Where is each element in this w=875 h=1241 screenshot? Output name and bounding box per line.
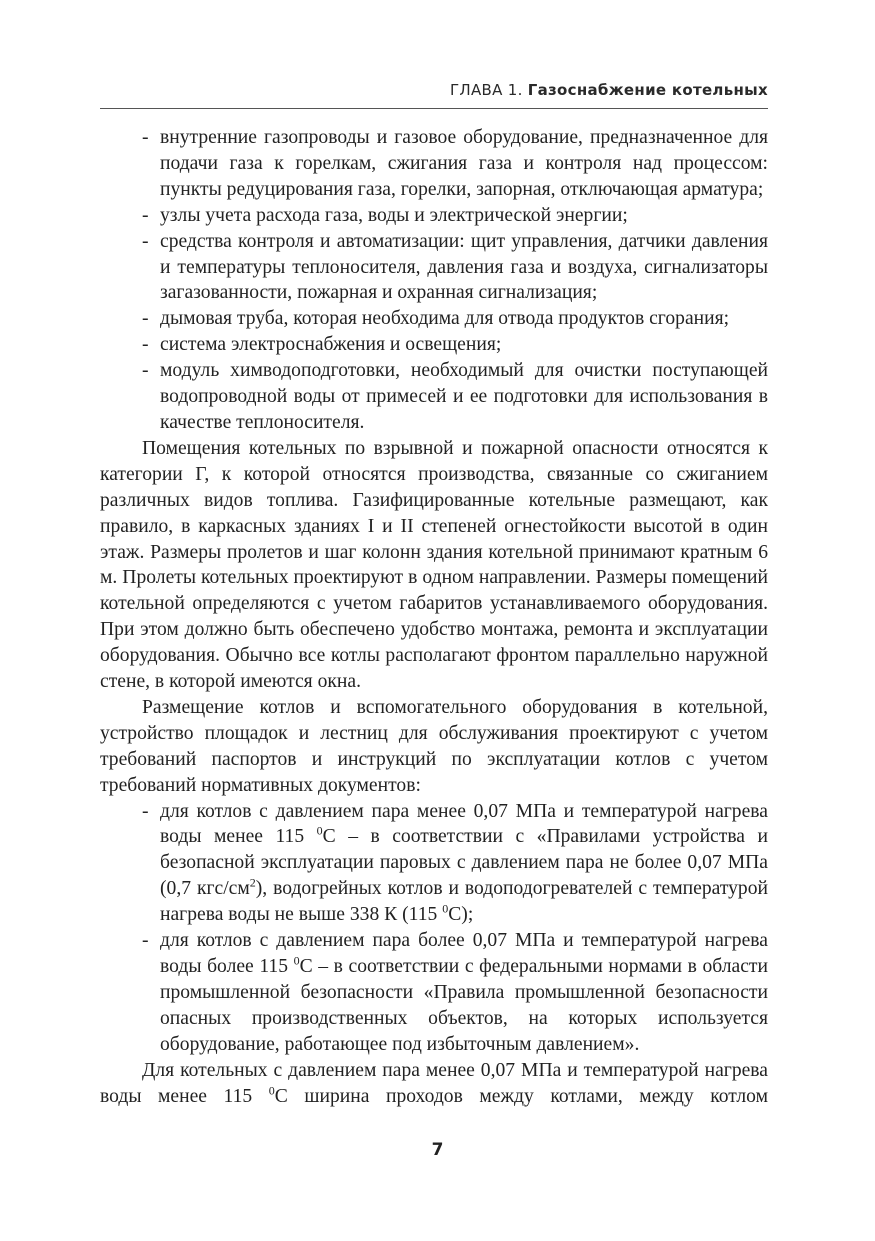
list-item: - для котлов с давлением пара менее 0,07 МПа и температурой нагрева воды менее 115 $^0$С – в соответствии с «Правилами устройства и безопасной эксплуатации паровых с давлением пара не более 0,07 МПа (0,7 кгс/$см^2$), водогрейных котлов и водоподогревателей с температурой нагрева воды не выше 338 К (115 $^0$С); [142,800,769,926]
chapter-title: Газоснабжение котельных [527,81,768,99]
list-dash: - [142,308,149,330]
list-item: - средства контроля и автоматизации: щит управления, датчики давления и температуры теплоносителя, давления газа и воздуха, сигнализаторы загазованности, пожарная и охранная сигнализация; [142,230,768,304]
list-dash: - [142,800,149,822]
list-dash: - [142,204,149,226]
chapter-label: ГЛАВА 1. [449,81,523,99]
running-header [100,81,768,99]
paragraph-premises: Помещения котельных по взрывной и пожарной опасности относятся к категории Г, к которой относятся производства, связанные со сжиганием различных видов топлива. Газифицированные котельные размещают, как правило, в каркасных зданиях I и II степеней огнестойкости высотой в один этаж. Размеры пролетов и шаг колонн здания котельной принимают кратным 6 м. Пролеты котельных проектируют в одном направлении. Размеры помещений котельной определяются с учетом габаритов устанавливаемого оборудования. При этом должно быть обеспечено удобство монтажа, ремонта и эксплуатации оборудования. Обычно все котлы располагают фронтом параллельно наружной стене, в которой имеются окна. [100,437,768,693]
equipment-list [100,125,768,436]
list-item: - внутренние газопроводы и газовое оборудование, предназначенное для подачи газа к горелкам, сжигания газа и контроля над процессом: пункты редуцирования газа, горелки, запорная, отключающая арматура; [142,127,768,200]
list-dash: - [142,360,149,382]
paragraph-passages: Для котельных с давлением пара менее 0,07 МПа и температурой нагрева воды менее 115 $^0$С ширина проходов между котлами, между котлом [100,1059,768,1107]
list-item: - узлы учета расхода газа, воды и электрической энергии; [100,203,768,229]
list-dash: - [142,930,149,952]
page-body [100,125,768,1109]
page-number: 7 [431,1140,444,1160]
list-dash: - [142,127,149,148]
list-item: - дымовая труба, которая необходима для отвода продуктов сгорания; [100,306,768,332]
paragraph-placement: Размещение котлов и вспомогательного оборудования в котельной, устройство площадок и лестниц для обслуживания проектируют с учетом требований паспортов и инструкций по эксплуатации котлов с учетом требований нормативных документов: [100,696,768,796]
header-rule [100,108,768,109]
list-item: - для котлов с давлением пара более 0,07 МПа и температурой нагрева воды более 115 $^0$С – в соответствии с федеральными нормами в области промышленной безопасности «Правила промышленной безопасности опасных производственных объектов, на которых используется оборудование, работающее под избыточным давлением». [142,930,768,1055]
list-item: - модуль химводоподготовки, необходимый для очистки поступающей водопроводной воды от примесей и ее подготовки для использования в качестве теплоносителя. [142,360,768,433]
list-dash: - [142,334,149,356]
list-item: - система электроснабжения и освещения; [100,332,768,358]
regulations-list [100,799,768,1058]
list-dash: - [142,230,149,252]
